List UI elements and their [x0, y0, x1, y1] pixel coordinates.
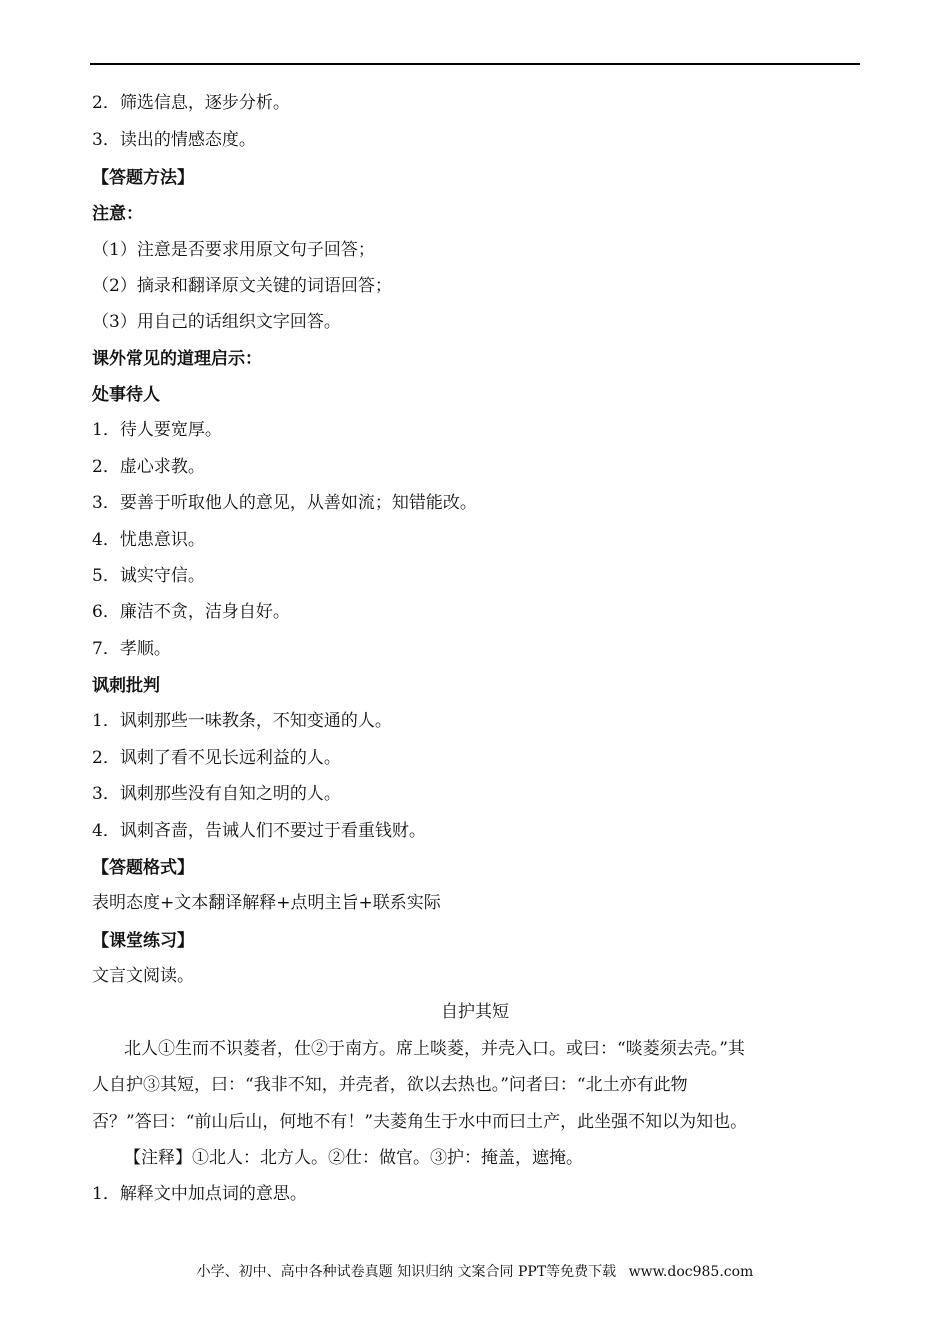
conduct-5: 5．诚实守信。	[92, 566, 205, 586]
heading-note: 注意：	[92, 204, 143, 224]
conduct-6: 6．廉洁不贪，洁身自好。	[92, 602, 290, 622]
conduct-7: 7．孝顺。	[92, 639, 171, 659]
heading-method: 【答题方法】	[92, 168, 194, 188]
passage-line-1: 北人①生而不识菱者，仕②于南方。席上啖菱，并壳入口。或曰：“啖菱须去壳。”其	[124, 1039, 745, 1059]
question-1: 1．解释文中加点词的意思。	[92, 1184, 307, 1204]
heading-satire: 讽刺批判	[92, 676, 160, 696]
conduct-2: 2．虚心求教。	[92, 457, 205, 477]
format-text: 表明态度+文本翻译解释+点明主旨+联系实际	[92, 893, 441, 913]
heading-practice: 【课堂练习】	[92, 931, 194, 951]
note-3: （3）用自己的话组织文字回答。	[92, 312, 341, 332]
line-l2: 3．读出的情感态度。	[92, 130, 256, 150]
passage-line-3: 否？”答曰：“前山后山，何地不有！”夫菱角生于水中而曰土产，此坐强不知以为知也。	[92, 1112, 748, 1132]
conduct-1: 1．待人要宽厚。	[92, 420, 222, 440]
satire-1: 1．讽刺那些一味教条，不知变通的人。	[92, 711, 392, 731]
heading-conduct: 处事待人	[92, 385, 160, 405]
conduct-3: 3．要善于听取他人的意见，从善如流；知错能改。	[92, 493, 477, 513]
footer-text: 小学、初中、高中各种试卷真题 知识归纳 文案合同 PPT等免费下载	[196, 1264, 617, 1280]
heading-common: 课外常见的道理启示：	[92, 349, 262, 369]
satire-2: 2．讽刺了看不见长远利益的人。	[92, 748, 341, 768]
passage-title: 自护其短	[441, 1002, 509, 1022]
note-1: （1）注意是否要求用原文句子回答；	[92, 240, 375, 260]
line-l1: 2．筛选信息，逐步分析。	[92, 93, 290, 113]
footer-url[interactable]: www.doc985.com	[628, 1264, 754, 1280]
satire-3: 3．讽刺那些没有自知之明的人。	[92, 784, 341, 804]
note-2: （2）摘录和翻译原文关键的词语回答；	[92, 276, 392, 296]
page-footer	[0, 1262, 950, 1282]
heading-format: 【答题格式】	[92, 858, 194, 878]
passage-line-2: 人自护③其短，曰：“我非不知，并壳者，欲以去热也。”问者曰：“北土亦有此物	[92, 1075, 688, 1095]
header-rule	[90, 63, 860, 65]
passage-notes: 【注释】①北人：北方人。②仕：做官。③护：掩盖，遮掩。	[124, 1148, 583, 1168]
conduct-4: 4．忧患意识。	[92, 530, 205, 550]
practice-text: 文言文阅读。	[92, 966, 194, 986]
satire-4: 4．讽刺吝啬，告诫人们不要过于看重钱财。	[92, 821, 426, 841]
